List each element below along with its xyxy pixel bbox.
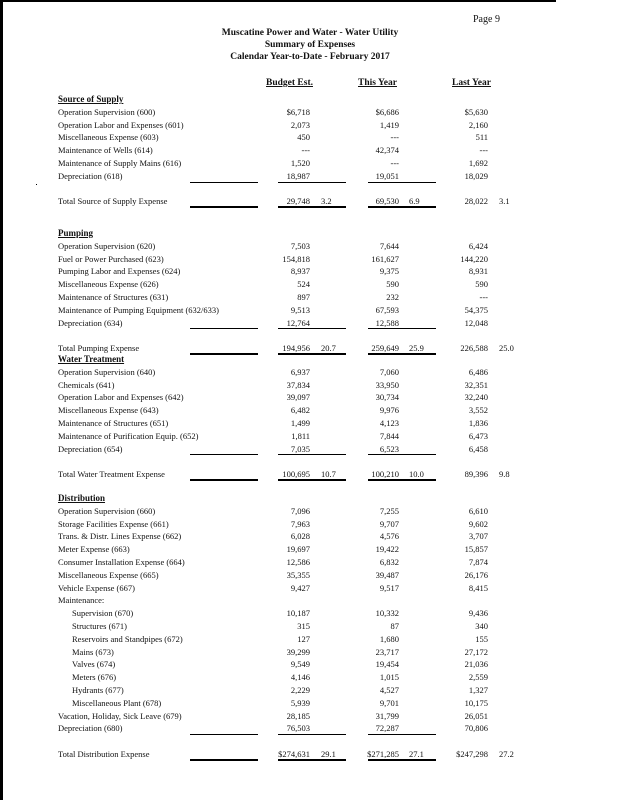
budget-value: 2,073	[290, 119, 310, 130]
subtotal-rule	[278, 328, 346, 329]
this-year-value: 7,255	[379, 505, 399, 516]
section-title: Water Treatment	[58, 354, 125, 364]
section-title: Source of Supply	[58, 94, 124, 104]
total-this-year: $271,285	[367, 749, 399, 759]
row-label: Reservoirs and Standpipes (672)	[72, 633, 183, 644]
row-label: Miscellaneous Expense (665)	[58, 569, 159, 580]
total-last-year-pct: 25.0	[499, 343, 514, 354]
total-double-rule	[190, 479, 258, 481]
last-year-value: 9,436	[468, 608, 488, 619]
row-label: Trans. & Distr. Lines Expense (662)	[58, 531, 182, 542]
this-year-value: 9,707	[379, 518, 399, 529]
row-label: Maintenance of Supply Mains (616)	[58, 158, 182, 168]
budget-value: 315	[297, 621, 310, 631]
total-budget-pct: 20.7	[321, 343, 336, 354]
total-double-rule	[278, 206, 346, 208]
budget-value: 7,963	[290, 518, 310, 529]
row-label: Operation Labor and Expenses (601)	[58, 119, 184, 130]
total-double-rule	[368, 206, 436, 208]
row-label: Depreciation (618)	[58, 170, 123, 181]
row-label: Supervision (670)	[72, 608, 134, 619]
budget-value: 154,818	[282, 253, 310, 264]
this-year-value: 6,832	[379, 557, 399, 567]
section-title: Pumping	[58, 228, 94, 238]
row-label: Miscellaneous Expense (603)	[58, 132, 159, 143]
total-last-year: $247,298	[456, 749, 488, 759]
total-this-year: 100,210	[371, 469, 399, 480]
total-double-rule	[278, 353, 346, 355]
page-number: Page 9	[473, 14, 500, 25]
total-double-rule	[278, 759, 346, 761]
total-double-rule	[368, 759, 436, 761]
total-double-rule	[368, 353, 436, 355]
budget-value: 5,939	[290, 697, 310, 708]
row-label: Operation Supervision (640)	[58, 366, 156, 377]
total-double-rule	[278, 479, 346, 481]
row-label: Mains (673)	[72, 646, 114, 657]
total-budget: 29,748	[286, 196, 310, 207]
row-label: Depreciation (654)	[58, 443, 123, 454]
this-year-value: 72,287	[375, 723, 399, 734]
total-last-year: 89,396	[464, 469, 488, 480]
subtotal-rule	[278, 734, 346, 735]
this-year-value: 23,717	[375, 646, 399, 657]
subtotal-rule	[190, 454, 258, 455]
subtotal-rule	[278, 182, 346, 183]
total-budget-pct: 10.7	[321, 469, 336, 480]
subtotal-rule	[368, 182, 436, 183]
row-label: Maintenance of Structures (651)	[58, 418, 169, 428]
row-label: Maintenance of Structures (631)	[58, 292, 169, 302]
last-year-value: 6,458	[468, 443, 488, 454]
row-label: Miscellaneous Plant (678)	[72, 697, 162, 708]
last-year-value: 590	[475, 279, 488, 290]
last-year-value: 21,036	[464, 659, 488, 670]
report-title: Muscatine Power and Water - Water Utility	[221, 28, 399, 38]
subtotal-rule	[368, 328, 436, 329]
budget-value: 7,035	[290, 443, 310, 454]
row-label: Maintenance of Purification Equip. (652)	[58, 430, 199, 441]
this-year-value: 10,332	[375, 608, 399, 619]
this-year-value: 42,374	[375, 145, 399, 156]
budget-value: 12,764	[286, 317, 310, 328]
row-label: Operation Supervision (660)	[58, 505, 156, 516]
budget-value: ---	[301, 145, 310, 156]
budget-value: 7,503	[290, 240, 310, 251]
budget-value: 4,146	[290, 672, 310, 683]
total-this-year-pct: 6.9	[409, 196, 420, 207]
last-year-value: 32,240	[464, 392, 488, 403]
this-year-value: 12,588	[375, 317, 399, 328]
this-year-value: 39,487	[375, 569, 399, 580]
last-year-value: 1,692	[468, 158, 488, 168]
last-year-value: 54,375	[464, 304, 488, 315]
last-year-value: 70,806	[464, 723, 488, 734]
this-year-value: 9,701	[379, 697, 399, 708]
last-year-value: 26,176	[464, 569, 488, 580]
row-label: Pumping Labor and Expenses (624)	[58, 266, 181, 277]
row-label: Meter Expense (663)	[58, 544, 130, 555]
column-header-budget: Budget Est.	[266, 78, 313, 88]
this-year-value: 33,950	[375, 379, 399, 390]
budget-value: 1,520	[290, 158, 310, 168]
total-double-rule	[190, 759, 258, 761]
budget-value: 524	[297, 279, 310, 290]
last-year-value: 18,029	[464, 170, 488, 181]
this-year-value: 19,051	[375, 170, 399, 181]
this-year-value: 1,680	[379, 633, 399, 644]
budget-value: 6,937	[290, 366, 310, 377]
budget-value: 10,187	[286, 608, 310, 619]
this-year-value: 4,576	[379, 531, 399, 542]
subtotal-rule	[190, 328, 258, 329]
budget-value: 9,427	[290, 582, 310, 593]
last-year-value: 15,857	[464, 544, 488, 555]
total-label: Total Pumping Expense	[58, 343, 140, 354]
budget-value: 37,834	[286, 379, 310, 390]
row-label: Fuel or Power Purchased (623)	[58, 253, 164, 264]
last-year-value: 6,610	[468, 505, 488, 516]
row-label: Miscellaneous Expense (626)	[58, 279, 159, 290]
last-year-value: 27,172	[464, 646, 488, 657]
budget-value: 35,355	[286, 569, 310, 580]
this-year-value: ---	[390, 132, 399, 143]
row-label: Consumer Installation Expense (664)	[58, 557, 185, 567]
last-year-value: 8,415	[468, 582, 488, 593]
total-double-rule	[190, 353, 258, 355]
row-label: Vacation, Holiday, Sick Leave (679)	[58, 710, 182, 721]
subtotal-rule	[368, 734, 436, 735]
budget-value: 6,482	[290, 405, 310, 416]
budget-value: 28,185	[286, 710, 310, 721]
row-label: Hydrants (677)	[72, 685, 124, 695]
budget-value: 39,097	[286, 392, 310, 403]
budget-value: 9,549	[290, 659, 310, 670]
budget-value: 1,811	[291, 430, 310, 441]
this-year-value: 4,527	[379, 685, 399, 695]
total-last-year: 28,022	[464, 196, 488, 207]
total-budget-pct: 3.2	[321, 196, 332, 207]
row-label: Depreciation (634)	[58, 317, 123, 328]
budget-value: 19,697	[286, 544, 310, 555]
last-year-value: ---	[479, 145, 488, 156]
this-year-value: 1,015	[379, 672, 399, 683]
budget-value: 2,229	[290, 685, 310, 695]
subtotal-rule	[190, 182, 258, 183]
report-subtitle: Summary of Expenses	[264, 40, 356, 50]
last-year-value: 2,559	[468, 672, 488, 683]
total-budget: $274,631	[278, 749, 310, 759]
total-label: Total Distribution Expense	[58, 749, 150, 759]
total-this-year-pct: 25.9	[409, 343, 424, 354]
this-year-value: 19,422	[375, 544, 399, 555]
total-double-rule	[190, 206, 258, 208]
this-year-value: 9,976	[379, 405, 399, 416]
column-header-last-year: Last Year	[452, 78, 491, 88]
budget-value: 127	[297, 633, 310, 644]
scan-edge-left	[0, 0, 3, 800]
last-year-value: 3,552	[468, 405, 488, 416]
this-year-value: 7,060	[379, 366, 399, 377]
last-year-value: 7,874	[468, 557, 488, 567]
budget-value: 6,028	[290, 531, 310, 542]
total-this-year: 69,530	[375, 196, 399, 207]
row-label: Maintenance:	[58, 595, 105, 606]
row-label: Operation Labor and Expenses (642)	[58, 392, 184, 403]
this-year-value: 67,593	[375, 304, 399, 315]
total-this-year: 259,649	[371, 343, 399, 354]
last-year-value: 340	[475, 621, 488, 631]
row-label: Vehicle Expense (667)	[58, 582, 135, 593]
total-last-year-pct: 9.8	[499, 469, 510, 480]
this-year-value: 9,375	[379, 266, 399, 277]
last-year-value: 6,473	[468, 430, 488, 441]
last-year-value: 26,051	[464, 710, 488, 721]
this-year-value: 19,454	[375, 659, 399, 670]
budget-value: 12,586	[286, 557, 310, 567]
last-year-value: 2,160	[468, 119, 488, 130]
budget-value: 1,499	[290, 418, 310, 428]
total-this-year-pct: 27.1	[409, 749, 424, 759]
this-year-value: ---	[390, 158, 399, 168]
row-label: Maintenance of Pumping Equipment (632/633)	[58, 304, 219, 315]
total-this-year-pct: 10.0	[409, 469, 424, 480]
budget-value: 18,987	[286, 170, 310, 181]
this-year-value: 232	[386, 292, 399, 302]
last-year-value: 6,486	[468, 366, 488, 377]
budget-value: 9,513	[290, 304, 310, 315]
last-year-value: 10,175	[464, 697, 488, 708]
subtotal-rule	[278, 454, 346, 455]
this-year-value: 590	[386, 279, 399, 290]
budget-value: 7,096	[290, 505, 310, 516]
total-last-year-pct: 3.1	[499, 196, 510, 207]
budget-value: 897	[297, 292, 310, 302]
last-year-value: 9,602	[468, 518, 488, 529]
row-label: Operation Supervision (620)	[58, 240, 156, 251]
last-year-value: 12,048	[464, 317, 488, 328]
row-label: Depreciation (680)	[58, 723, 123, 734]
budget-value: 8,937	[290, 266, 310, 277]
row-label: Operation Supervision (600)	[58, 106, 156, 117]
budget-value: 76,503	[286, 723, 310, 734]
last-year-value: 32,351	[464, 379, 488, 390]
total-budget: 194,956	[282, 343, 310, 354]
row-label: Chemicals (641)	[58, 379, 115, 390]
last-year-value: 1,836	[468, 418, 488, 428]
total-budget-pct: 29.1	[321, 749, 336, 759]
total-label: Total Source of Supply Expense	[58, 196, 168, 207]
last-year-value: 144,220	[460, 253, 488, 264]
scan-edge-top	[0, 0, 556, 2]
subtotal-rule	[190, 734, 258, 735]
budget-value: $6,718	[286, 106, 310, 117]
total-last-year: 226,588	[460, 343, 488, 354]
this-year-value: 6,523	[379, 443, 399, 454]
last-year-value: 155	[475, 633, 488, 644]
total-budget: 100,695	[282, 469, 310, 480]
budget-value: 39,299	[286, 646, 310, 657]
subtotal-rule	[368, 454, 436, 455]
total-last-year-pct: 27.2	[499, 749, 514, 759]
last-year-value: 1,327	[468, 685, 488, 695]
row-label: Valves (674)	[72, 659, 116, 670]
last-year-value: ---	[479, 292, 488, 302]
report-header	[180, 27, 440, 63]
row-label: Structures (671)	[72, 621, 128, 631]
this-year-value: $6,686	[375, 106, 399, 117]
row-label: Maintenance of Wells (614)	[58, 145, 153, 156]
column-header-this-year: This Year	[358, 78, 397, 88]
last-year-value: $5,630	[464, 106, 488, 117]
this-year-value: 4,123	[379, 418, 399, 428]
total-label: Total Water Treatment Expense	[58, 469, 165, 480]
this-year-value: 30,734	[375, 392, 399, 403]
this-year-value: 161,627	[371, 253, 399, 264]
this-year-value: 31,799	[375, 710, 399, 721]
row-label: Meters (676)	[72, 672, 117, 683]
budget-value: 450	[297, 132, 310, 143]
last-year-value: 8,931	[468, 266, 488, 277]
last-year-value: 511	[475, 132, 488, 143]
this-year-value: 1,419	[379, 119, 399, 130]
total-double-rule	[368, 479, 436, 481]
row-label: Storage Facilities Expense (661)	[58, 518, 169, 529]
this-year-value: 87	[390, 621, 399, 631]
last-year-value: 3,707	[468, 531, 488, 542]
this-year-value: 9,517	[379, 582, 399, 593]
this-year-value: 7,844	[379, 430, 399, 441]
row-label: Miscellaneous Expense (643)	[58, 405, 159, 416]
this-year-value: 7,644	[379, 240, 399, 251]
section-title: Distribution	[58, 493, 106, 503]
scan-speck	[36, 184, 37, 185]
last-year-value: 6,424	[468, 240, 488, 251]
report-period: Calendar Year-to-Date - February 2017	[230, 52, 390, 62]
